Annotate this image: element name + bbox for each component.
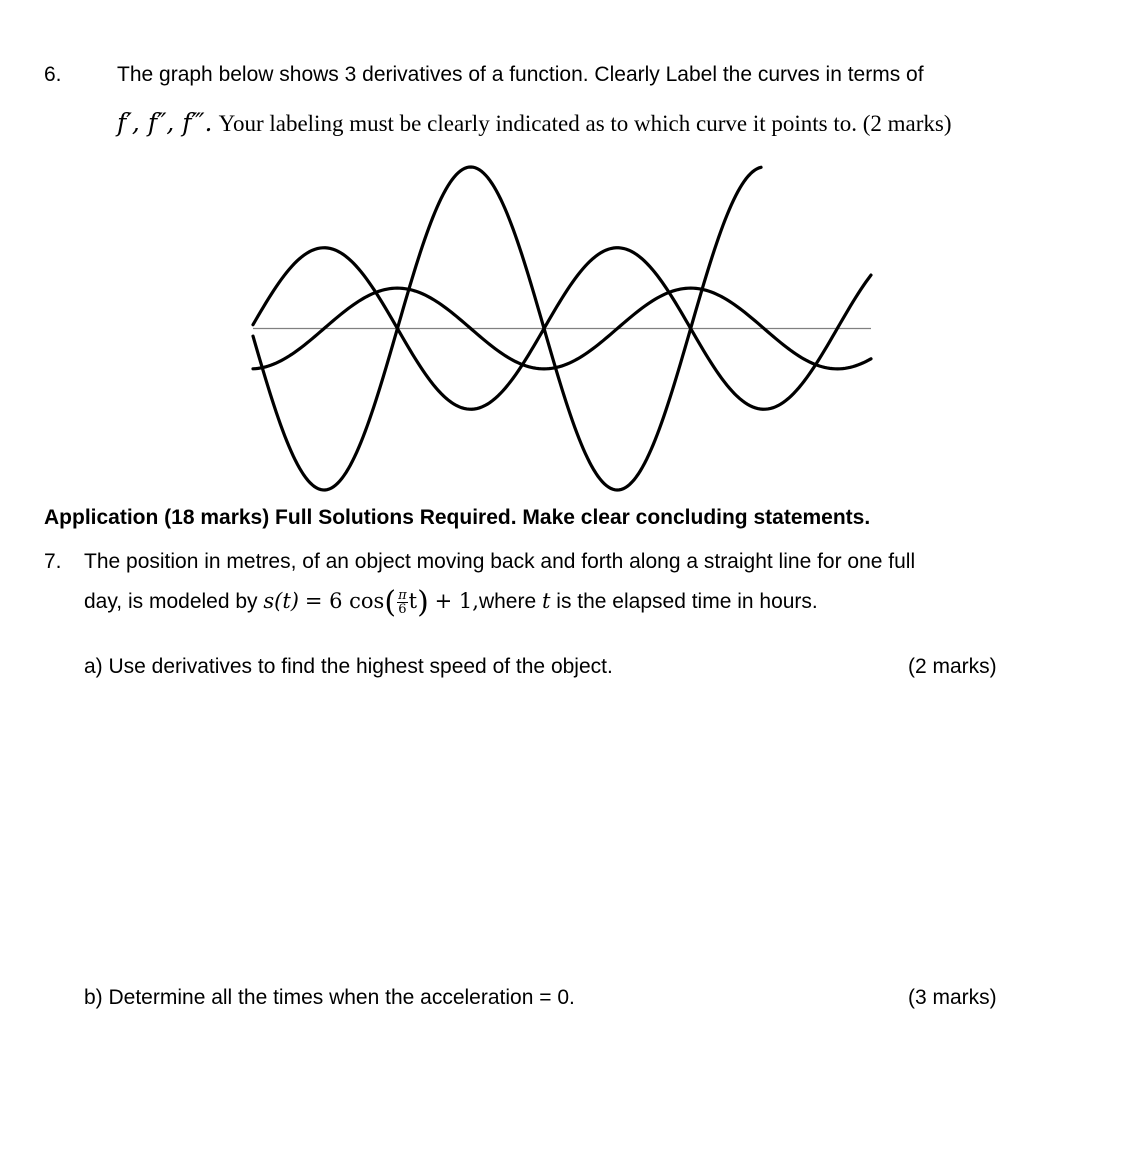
left-paren: ( [384, 585, 397, 620]
argument-variable: t [408, 589, 418, 614]
part-b-text: b) Determine all the times when the acceleration = 0. [84, 986, 575, 1009]
position-function-name: s(t) [263, 589, 299, 614]
question-6-line-1: The graph below shows 3 derivatives of a function. Clearly Label the curves in terms of [117, 63, 924, 86]
part-b-marks: (3 marks) [908, 986, 997, 1009]
time-variable: t [541, 589, 551, 614]
application-heading: Application (18 marks) Full Solutions Required. Make clear concluding statements. [44, 506, 871, 529]
q7-line2-prefix: day, is modeled by [84, 590, 258, 614]
where-text: where [478, 590, 537, 614]
fraction-numerator: π [398, 588, 407, 603]
equals-six-cos: = 6 cos [304, 589, 385, 614]
part-a-marks: (2 marks) [908, 655, 997, 678]
question-7-line-1: The position in metres, of an object moving back and forth along a straight line for one full [84, 550, 916, 573]
question-6-number: 6. [44, 63, 62, 86]
question-6-instruction: Your labeling must be clearly indicated as to which curve it points to. (2 marks) [218, 111, 952, 136]
question-6-line-2 [117, 108, 952, 137]
question-7-number: 7. [44, 550, 62, 573]
question-7-line-2 [84, 585, 818, 625]
derivatives-graph [250, 160, 880, 495]
fraction-denominator: 6 [398, 602, 407, 617]
derivative-labels: f′, f″, f‴. [117, 108, 213, 137]
plus-one: + 1, [434, 589, 479, 614]
pi-over-six-fraction [397, 589, 408, 616]
right-paren: ) [417, 585, 429, 620]
part-a-text: a) Use derivatives to find the highest speed of the object. [84, 655, 613, 678]
q7-line2-tail: is the elapsed time in hours. [556, 590, 818, 614]
